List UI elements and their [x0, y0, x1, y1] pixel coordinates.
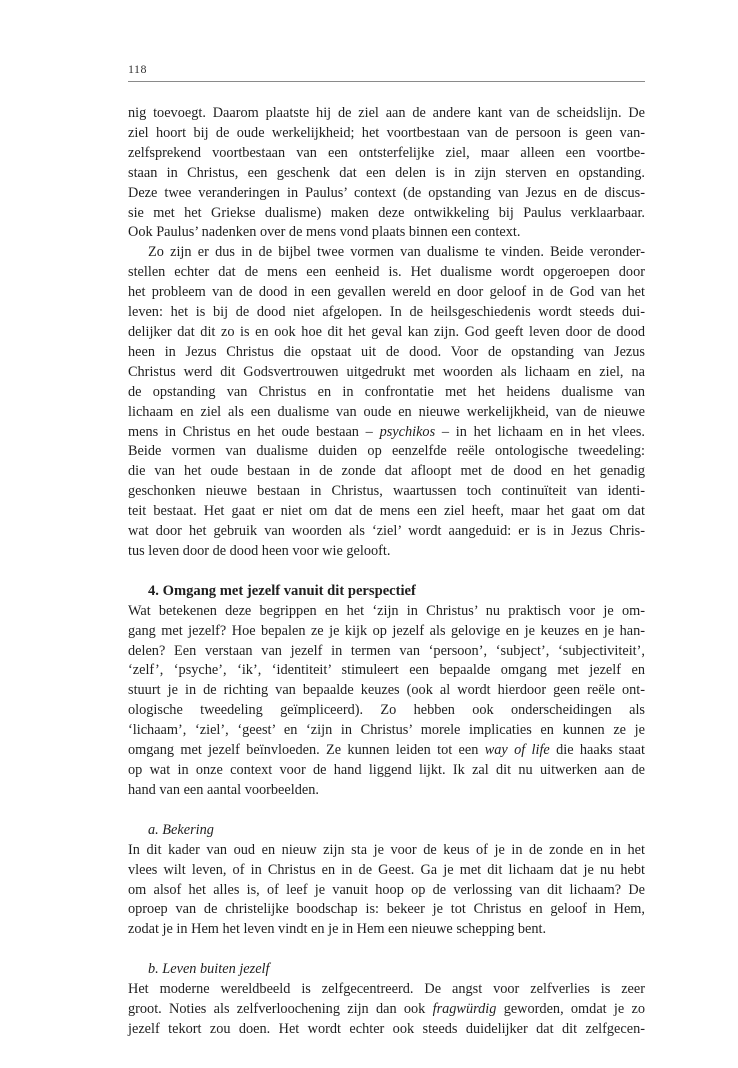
paragraph-4 — [128, 841, 645, 941]
text-line: die van het oude bestaan in de zonde dat afloopt met de dood en het genadig — [128, 463, 645, 480]
section-heading: 4. Omgang met jezelf vanuit dit perspectief — [148, 582, 416, 599]
text-line-psychikos — [128, 423, 645, 443]
text-line: ‘zelf’, ‘psyche’, ‘ik’, ‘identiteit’ stimuleert een bepaalde omgang met jezelf en — [128, 662, 645, 679]
text-line: vlees wilt leven, of in Christus en in de Geest. Ga je met dit lichaam dat je nu hebt — [128, 861, 645, 878]
text-line: wat door het gebruik van woorden als ‘ziel’ wordt aangeduid: er is in Jezus Chris- — [128, 523, 645, 540]
text-line: hand van een aantal voorbeelden. — [128, 781, 319, 798]
text-line: In dit kader van oud en nieuw zijn sta je voor de keus of je in de zonde en in het — [128, 841, 645, 858]
text-line: lichaam en ziel als een dualisme van oude en nieuwe werkelijkheid, van de nieuwe — [128, 403, 645, 420]
paragraph-5 — [128, 980, 645, 1040]
text-line: zodat je in Hem het leven vindt en je in Hem een nieuwe schepping bent. — [128, 921, 547, 938]
text-line: stuurt je in de richting van bepaalde keuzes (ook al wordt hierdoor geen reële ont- — [128, 682, 645, 699]
text-line-fragwurdig — [128, 1000, 645, 1020]
text-line: ologische tweedeling geïmpliceerd). Zo hebben ook onderscheidingen als — [128, 702, 645, 719]
text-line-way-of-life — [128, 741, 645, 761]
text-line: het probleem van de dood in een gevallen wereld en door geloof in de God van het — [128, 284, 645, 301]
text-segment: – in het lichaam en in het vlees. — [435, 423, 645, 440]
italic-term-fragwurdig: fragwürdig — [432, 1001, 497, 1018]
text-line: op wat in onze context voor de hand liggend lijkt. Ik zal dit nu uitwerken aan de — [128, 762, 645, 778]
text-segment: groot. Noties als zelfverloochening zijn dan ook — [128, 1001, 433, 1018]
text-line: tus leven door de dood heen voor wie gelooft. — [128, 542, 391, 559]
text-line: Christus werd dit Godsvertrouwen uitgedrukt met woorden als lichaam en ziel, na — [128, 363, 645, 380]
italic-term-psychikos: psychikos — [379, 423, 436, 440]
text-line: ‘lichaam’, ‘ziel’, ‘geest’ en ‘zijn in Christus’ morele implicaties en kunnen ze je — [128, 722, 645, 739]
text-segment: geworden, omdat je zo — [496, 1001, 645, 1018]
text-line: teit bestaat. Het gaat er niet om dat de mens een ziel heeft, maar het gaat om dat — [128, 503, 645, 520]
page-number: 118 — [128, 62, 148, 76]
text-line: delen? Een verstaan van jezelf in termen van ‘persoon’, ‘subject’, ‘subjectiviteit’, — [128, 642, 645, 659]
paragraph-2 — [128, 243, 645, 562]
header-rule — [128, 81, 645, 82]
text-segment: die haaks staat — [549, 742, 645, 759]
text-line: heen in Jezus Christus die opstaat uit de dood. Voor de opstanding van Jezus — [128, 343, 645, 360]
paragraph-1 — [128, 104, 645, 243]
text-line: om alsof het alles is, of leef je vanuit hoop op de verlossing van dit lichaam? De — [128, 881, 645, 898]
text-line: nig toevoegt. Daarom plaatste hij de ziel aan de andere kant van de scheidslijn. De — [128, 105, 645, 121]
text-line: oproep van de christelijke boodschap is: bekeer je tot Christus en geloof in Hem, — [128, 901, 645, 918]
text-line: Wat betekenen deze begrippen en het ‘zijn in Christus’ nu praktisch voor je om- — [128, 602, 645, 619]
text-line: sie met het Griekse dualisme) maken deze ontwikkeling bij Paulus verklaarbaar. — [128, 204, 645, 221]
text-segment: omgang met jezelf beïnvloeden. Ze kunnen leiden tot een — [128, 742, 485, 759]
text-line: Zo zijn er dus in de bijbel twee vormen van dualisme te vinden. Beide veronder- — [148, 244, 645, 261]
text-line: geschonken nieuwe bestaan in Christus, waartussen toch continuïteit van identi- — [128, 483, 645, 500]
subsection-heading-b: b. Leven buiten jezelf — [148, 961, 270, 978]
text-line: ziel hoort bij de oude werkelijkheid; het voortbestaan van de persoon is geen van- — [128, 124, 645, 141]
text-line: de opstanding van Christus en in confrontatie met het heidens dualisme van — [128, 383, 645, 400]
text-line: staan in Christus, een geschenk dat een delen is in zijn sterven en opstanding. — [128, 164, 645, 181]
body-text — [128, 104, 645, 1040]
text-line: stellen echter dat de mens een eenheid is. Het dualisme wordt opgeroepen door — [128, 264, 645, 281]
italic-term-way-of-life: way of life — [484, 742, 550, 759]
text-segment: mens in Christus en het oude bestaan – — [128, 423, 380, 440]
text-line: gang met jezelf? Hoe bepalen ze je kijk op jezelf als gelovige en je keuzes en je han- — [128, 622, 645, 639]
text-line: Deze twee veranderingen in Paulus’ context (de opstanding van Jezus en de discus- — [128, 184, 645, 201]
paragraph-3 — [128, 602, 645, 801]
text-line: Beide vormen van dualisme duiden op eenzelfde reële ontologische tweedeling: — [128, 443, 645, 460]
text-line: delijker dat dit zo is en ook hoe dit het geval kan zijn. God geeft leven door de dood — [128, 323, 645, 340]
text-line: Het moderne wereldbeeld is zelfgecentreerd. De angst voor zelfverlies is zeer — [128, 981, 645, 998]
text-line: leven: het is bij de dood niet afgelopen. In de heilsgeschiedenis wordt steeds dui- — [128, 304, 645, 321]
text-line: zelfsprekend voortbestaan van een ontsterfelijke ziel, maar alleen een voortbe- — [128, 144, 645, 161]
text-line: jezelf tekort zou doen. Het wordt echter ook steeds duidelijker dat dit zelfgecen- — [128, 1020, 645, 1037]
subsection-heading-a: a. Bekering — [148, 821, 214, 838]
text-line: Ook Paulus’ nadenken over de mens vond plaats binnen een context. — [128, 224, 521, 241]
